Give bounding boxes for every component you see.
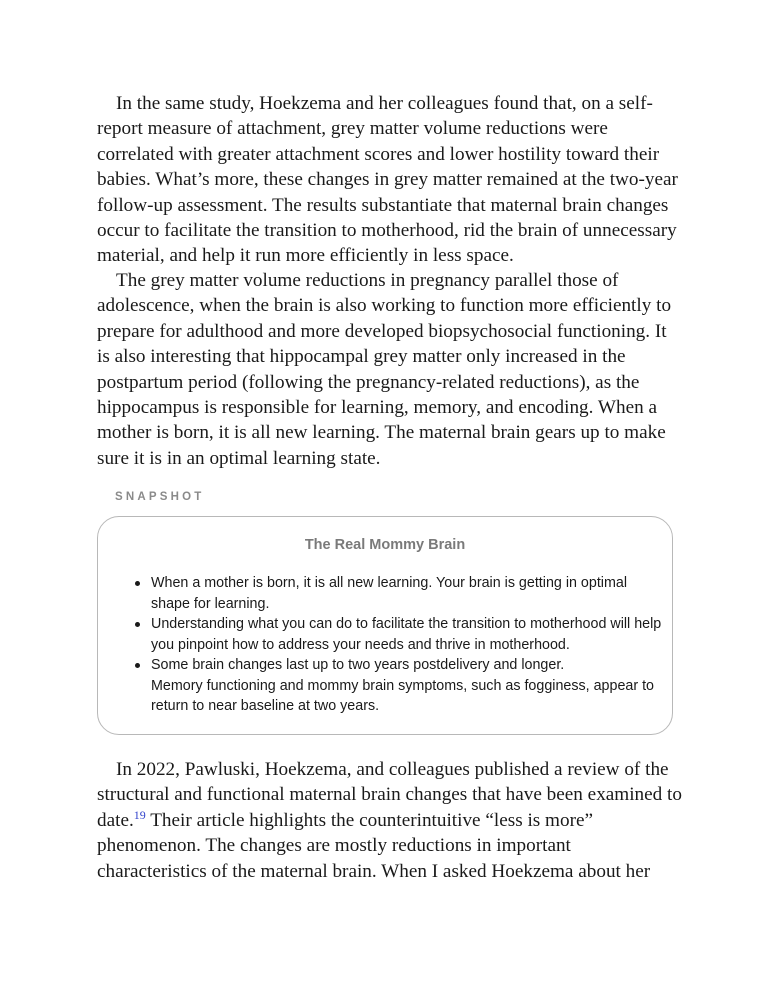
text-line	[97, 808, 677, 833]
text-line: follow-up assessment. The results substantiate that maternal brain changes	[97, 194, 669, 216]
text-line: sure it is in an optimal learning state.	[97, 447, 381, 469]
bullet-line: return to near baseline at two years.	[151, 698, 380, 714]
text-line: The grey matter volume reductions in pregnancy parallel those of	[116, 270, 619, 291]
bullet-icon	[135, 581, 140, 586]
bullet-line: shape for learning.	[151, 595, 270, 612]
text-line: report measure of attachment, grey matter volume reductions were	[97, 118, 608, 140]
snapshot-bullet	[134, 655, 664, 717]
text-line: adolescence, when the brain is also working to function more efficiently to	[97, 295, 672, 317]
text-line: is also interesting that hippocampal grey matter only increased in the	[97, 346, 626, 368]
text-line: phenomenon. The changes are mostly reductions in important	[97, 835, 571, 857]
text-line: hippocampus is responsible for learning, memory, and encoding. When a	[97, 397, 658, 419]
body-paragraph-2	[97, 268, 677, 471]
text-line: postpartum period (following the pregnancy-related reductions), as the	[97, 371, 640, 393]
text-line: characteristics of the maternal brain. When I asked Hoekzema about her	[97, 860, 651, 882]
snapshot-title: The Real Mommy Brain	[304, 537, 466, 553]
bullet-icon	[135, 622, 140, 627]
text-line: In 2022, Pawluski, Hoekzema, and colleagues published a review of the	[116, 759, 669, 780]
bullet-icon	[135, 663, 140, 668]
text-line: In the same study, Hoekzema and her colleagues found that, on a self-	[116, 93, 653, 114]
bullet-line: When a mother is born, it is all new learning. Your brain is getting in optimal	[151, 575, 628, 591]
text-line: correlated with greater attachment scores and lower hostility toward their	[97, 143, 660, 165]
text-line: occur to facilitate the transition to motherhood, rid the brain of unnecessary	[97, 220, 677, 242]
text-line: mother is born, it is all new learning. The maternal brain gears up to make	[97, 422, 666, 444]
snapshot-bullet-list	[134, 573, 664, 717]
text-line: prepare for adulthood and more developed biopsychosocial functioning. It	[97, 320, 667, 342]
bullet-line: you pinpoint how to address your needs and thrive in motherhood.	[151, 636, 570, 653]
body-paragraph-3	[97, 757, 682, 884]
text-fragment: date.	[97, 809, 134, 831]
footnote-link[interactable]: 19	[133, 807, 146, 822]
snapshot-bullet	[134, 573, 664, 614]
snapshot-bullet	[134, 614, 664, 655]
text-line: structural and functional maternal brain changes that have been examined to	[97, 784, 682, 806]
body-paragraph-1	[97, 91, 677, 269]
snapshot-box	[97, 516, 673, 735]
text-line: babies. What’s more, these changes in grey matter remained at the two-year	[97, 169, 678, 191]
bullet-line: Memory functioning and mommy brain symptoms, such as fogginess, appear to	[151, 677, 655, 694]
text-line: material, and help it run more efficiently in less space.	[97, 245, 514, 267]
text-fragment: Their article highlights the counterintuitive “less is more”	[145, 809, 593, 831]
snapshot-label: SNAPSHOT	[115, 491, 205, 503]
bullet-line: Some brain changes last up to two years postdelivery and longer.	[151, 657, 565, 673]
bullet-line: Understanding what you can do to facilitate the transition to motherhood will help	[151, 616, 662, 632]
